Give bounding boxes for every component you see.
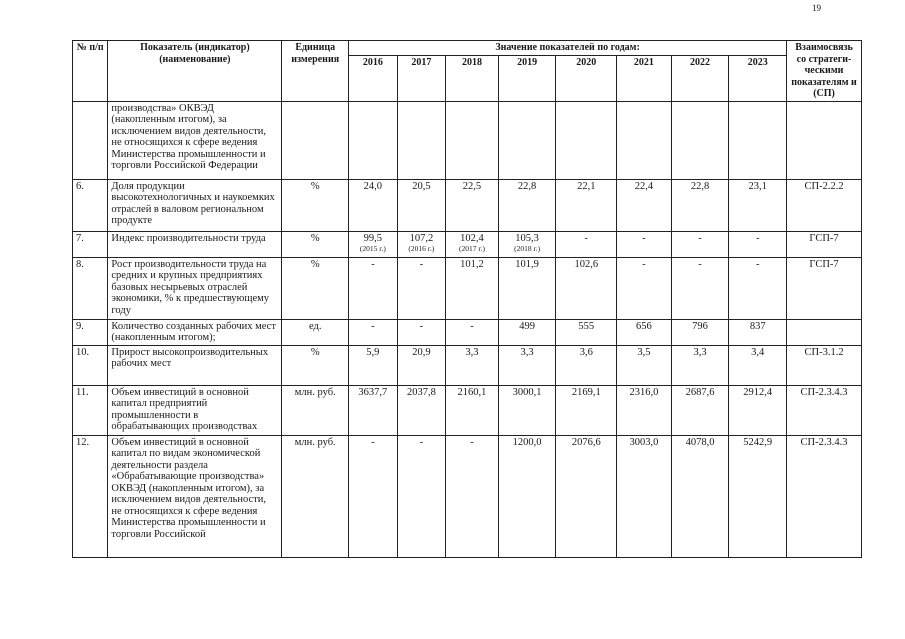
value-cell: [671, 435, 729, 557]
header-unit: Единица измерения: [282, 41, 349, 102]
value-cell: [498, 257, 556, 319]
value-text: -: [419, 320, 424, 332]
value-cell: [729, 435, 787, 557]
value-cell: [349, 231, 398, 257]
value-cell: [556, 101, 617, 179]
unit-cell: %: [282, 257, 349, 319]
value-cell: [729, 385, 787, 435]
value-text: 24,0: [363, 180, 383, 192]
indicator-name: Объем инвестиций в основной капитал по видам экономической деятельности раздела «Обрабатывающие производства» ОКВЭД (накопленным итогом), за исключением видов деятельности, не относящихся к сфере ведения Министерства промышленности и торговли Российской: [108, 435, 282, 557]
value-cell: [556, 345, 617, 385]
value-cell: [446, 345, 499, 385]
value-cell: [397, 257, 446, 319]
indicator-name: Объем инвестиций в основной капитал предприятий промышленности в обрабатывающих производствах: [108, 385, 282, 435]
value-text: -: [755, 232, 760, 244]
row-number: 7.: [73, 231, 108, 257]
value-cell: [671, 257, 729, 319]
value-text: -: [642, 232, 646, 244]
value-cell: [498, 385, 556, 435]
value-cell: [446, 319, 499, 345]
table-row: [73, 257, 862, 319]
value-text: 3000,1: [512, 386, 542, 398]
header-year: 2017: [397, 55, 446, 101]
value-text: -: [419, 436, 424, 448]
value-text: 22,8: [517, 180, 537, 192]
value-cell: [671, 345, 729, 385]
value-text: 22,4: [634, 180, 654, 192]
value-cell: [498, 101, 556, 179]
value-cell: [446, 179, 499, 231]
header-num: № п/п: [73, 41, 108, 102]
value-cell: [617, 231, 672, 257]
table-body: [73, 101, 862, 557]
value-cell: [349, 257, 398, 319]
value-text: 3,3: [520, 346, 534, 358]
value-text: 22,1: [577, 180, 596, 192]
strategic-link-cell: ГСП-7: [787, 257, 862, 319]
value-text: -: [584, 232, 588, 244]
value-text: 499: [519, 320, 535, 332]
value-cell: [349, 101, 398, 179]
value-cell: [349, 345, 398, 385]
unit-cell: %: [282, 231, 349, 257]
indicator-name: Рост производительности труда на средних и крупных предприятиях базовых несырьевых отраслей экономики, % к предшествующему году: [108, 257, 282, 319]
value-cell: [556, 435, 617, 557]
value-text: 796: [692, 320, 708, 332]
value-cell: [446, 257, 499, 319]
table-row: [73, 101, 862, 179]
value-text: 2912,4: [743, 386, 773, 398]
indicator-name: Количество созданных рабочих мест (накопленным итогом);: [108, 319, 282, 345]
value-text: 2687,6: [685, 386, 715, 398]
header-year: 2016: [349, 55, 398, 101]
value-text: -: [371, 320, 375, 332]
value-cell: [671, 179, 729, 231]
strategic-link-cell: СП-2.2.2: [787, 179, 862, 231]
value-cell: [498, 345, 556, 385]
indicators-table: [72, 40, 862, 558]
value-text: 3,3: [465, 346, 479, 358]
row-number: 12.: [73, 435, 108, 557]
value-cell: [729, 345, 787, 385]
unit-cell: млн. руб.: [282, 385, 349, 435]
value-text: 102,6: [574, 258, 599, 270]
value-cell: [498, 231, 556, 257]
strategic-link-cell: СП-2.3.4.3: [787, 385, 862, 435]
value-text: 23,1: [748, 180, 767, 192]
value-text: 3,4: [751, 346, 765, 358]
header-year: 2021: [617, 55, 672, 101]
value-cell: [617, 435, 672, 557]
value-text: 102,4: [460, 232, 484, 244]
value-text: 5242,9: [743, 436, 773, 448]
value-cell: [498, 179, 556, 231]
value-cell: [397, 385, 446, 435]
value-text: 22,8: [690, 180, 710, 192]
value-note: (2018 г.): [514, 244, 541, 253]
value-text: 2316,0: [629, 386, 659, 398]
value-cell: [556, 179, 617, 231]
value-text: 656: [636, 320, 652, 332]
unit-cell: млн. руб.: [282, 435, 349, 557]
table-row: [73, 179, 862, 231]
unit-cell: [282, 101, 349, 179]
unit-cell: %: [282, 179, 349, 231]
value-text: 2160,1: [457, 386, 487, 398]
value-cell: [498, 435, 556, 557]
value-cell: [617, 179, 672, 231]
strategic-link-cell: ГСП-7: [787, 231, 862, 257]
table-row: [73, 231, 862, 257]
header-year: 2020: [556, 55, 617, 101]
header-year: 2023: [729, 55, 787, 101]
value-text: 1200,0: [512, 436, 542, 448]
strategic-link-cell: [787, 101, 862, 179]
row-number: 11.: [73, 385, 108, 435]
value-cell: [556, 385, 617, 435]
value-cell: [729, 231, 787, 257]
value-text: 2076,6: [571, 436, 601, 448]
value-cell: [729, 179, 787, 231]
value-cell: [349, 385, 398, 435]
value-cell: [671, 101, 729, 179]
value-text: 3003,0: [629, 436, 659, 448]
indicator-name: Прирост высокопроизводительных рабочих мест: [108, 345, 282, 385]
header-year: 2019: [498, 55, 556, 101]
header-values-group: Значение показателей по годам:: [349, 41, 787, 56]
value-text: 4078,0: [685, 436, 715, 448]
value-cell: [446, 435, 499, 557]
value-text: 20,5: [412, 180, 431, 192]
value-text: 107,2: [409, 232, 434, 244]
header-link: Взаимосвязь со стратеги-ческими показателям и (СП): [787, 41, 862, 102]
header-year: 2022: [671, 55, 729, 101]
value-cell: [556, 319, 617, 345]
value-cell: [671, 319, 729, 345]
row-number: [73, 101, 108, 179]
row-number: 8.: [73, 257, 108, 319]
value-cell: [556, 257, 617, 319]
table-row: [73, 319, 862, 345]
value-cell: [349, 319, 398, 345]
value-text: 22,5: [462, 180, 482, 192]
value-text: -: [698, 232, 702, 244]
header-indicator: Показатель (индикатор) (наименование): [108, 41, 282, 102]
row-number: 10.: [73, 345, 108, 385]
value-cell: [729, 257, 787, 319]
table-row: [73, 385, 862, 435]
value-text: 555: [578, 320, 595, 332]
value-cell: [729, 319, 787, 345]
value-note: (2016 г.): [408, 244, 435, 253]
value-text: -: [698, 258, 702, 270]
value-cell: [671, 231, 729, 257]
value-text: 3637,7: [358, 386, 388, 398]
value-text: -: [419, 258, 424, 270]
value-text: -: [371, 436, 375, 448]
strategic-link-cell: СП-3.1.2: [787, 345, 862, 385]
value-text: -: [470, 320, 474, 332]
value-note: (2017 г.): [458, 244, 485, 253]
value-cell: [617, 319, 672, 345]
value-cell: [617, 345, 672, 385]
value-cell: [617, 101, 672, 179]
value-cell: [617, 385, 672, 435]
value-text: 2037,8: [406, 386, 436, 398]
table-row: [73, 435, 862, 557]
value-cell: [349, 179, 398, 231]
value-cell: [446, 231, 499, 257]
value-text: -: [642, 258, 646, 270]
value-text: 105,3: [515, 232, 539, 244]
value-cell: [397, 179, 446, 231]
table-row: [73, 345, 862, 385]
value-cell: [446, 101, 499, 179]
row-number: 9.: [73, 319, 108, 345]
value-text: -: [755, 258, 760, 270]
value-text: 99,5: [363, 232, 383, 244]
indicator-name: Индекс производительности труда: [108, 231, 282, 257]
value-cell: [729, 101, 787, 179]
value-cell: [671, 385, 729, 435]
value-text: 3,5: [637, 346, 651, 358]
page-number: 19: [812, 3, 821, 13]
value-cell: [617, 257, 672, 319]
value-note: (2015 г.): [359, 244, 386, 253]
value-text: 2169,1: [571, 386, 601, 398]
unit-cell: %: [282, 345, 349, 385]
value-cell: [349, 435, 398, 557]
value-cell: [397, 345, 446, 385]
value-cell: [397, 319, 446, 345]
strategic-link-cell: СП-2.3.4.3: [787, 435, 862, 557]
value-text: 3,3: [693, 346, 707, 358]
value-cell: [446, 385, 499, 435]
value-cell: [397, 101, 446, 179]
unit-cell: ед.: [282, 319, 349, 345]
value-text: 3,6: [579, 346, 593, 358]
value-text: -: [470, 436, 474, 448]
value-text: 837: [749, 320, 766, 332]
value-text: 5,9: [366, 346, 380, 358]
value-cell: [556, 231, 617, 257]
value-text: 101,2: [460, 258, 484, 270]
indicator-name: Доля продукции высокотехнологичных и наукоемких отраслей в валовом региональном продукте: [108, 179, 282, 231]
value-cell: [498, 319, 556, 345]
value-cell: [397, 231, 446, 257]
table-header: [73, 41, 862, 102]
value-cell: [397, 435, 446, 557]
value-text: 20,9: [412, 346, 431, 358]
header-year: 2018: [446, 55, 499, 101]
row-number: 6.: [73, 179, 108, 231]
value-text: -: [371, 258, 375, 270]
strategic-link-cell: [787, 319, 862, 345]
value-text: 101,9: [515, 258, 539, 270]
indicator-name: производства» ОКВЭД (накопленным итогом), за исключением видов деятельности, не относящихся к сфере ведения Министерства промышленности и торговли Российской Федерации: [108, 101, 282, 179]
